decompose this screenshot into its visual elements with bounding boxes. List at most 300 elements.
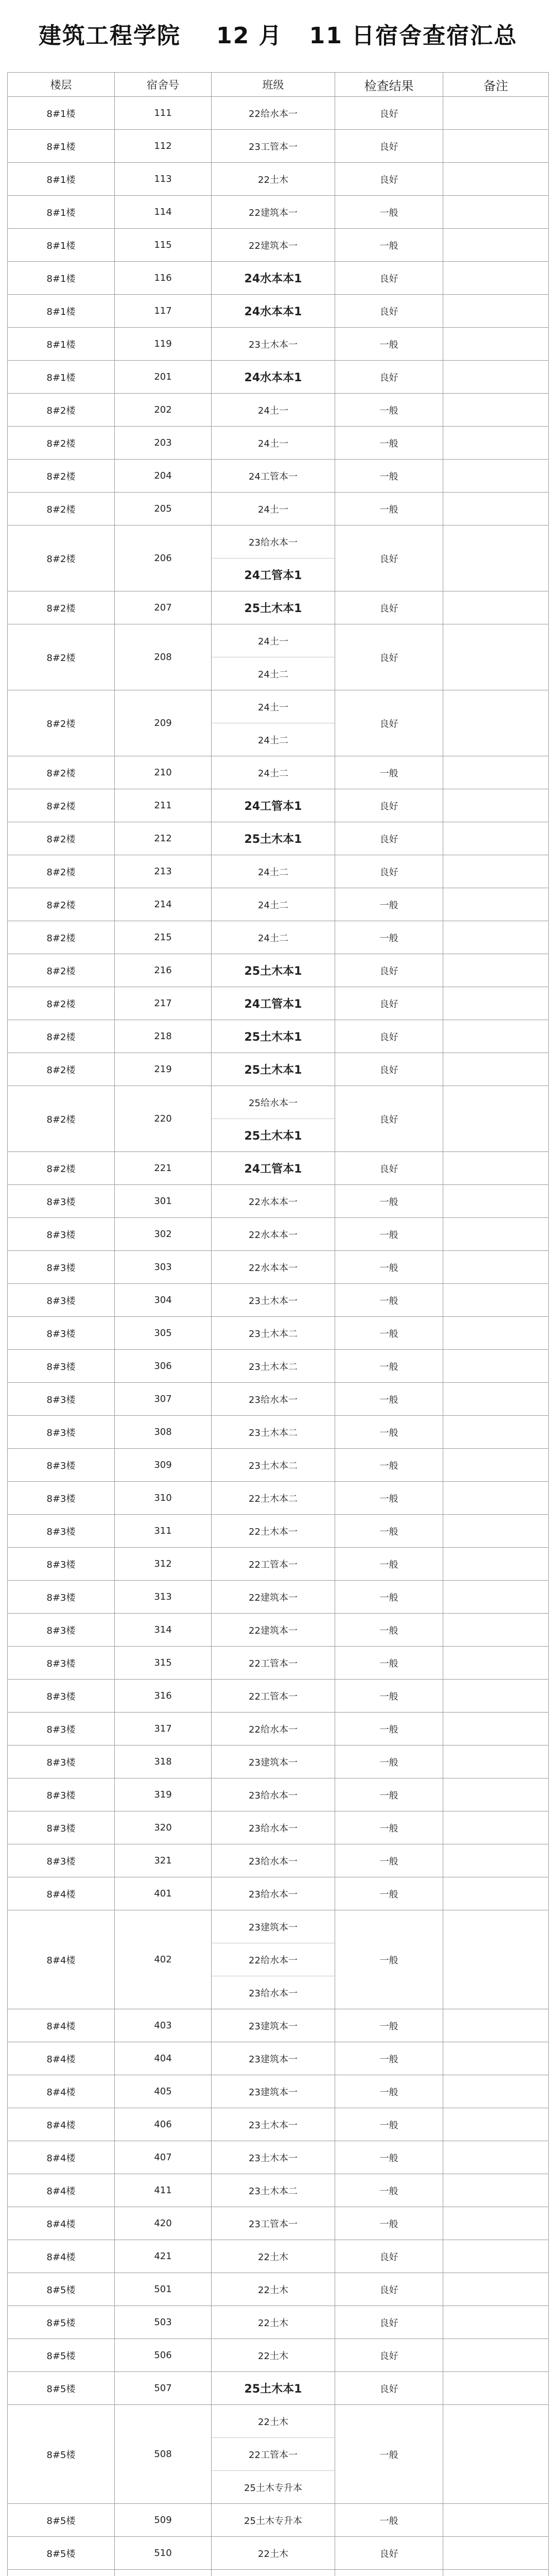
result-cell: 一般 (335, 1185, 443, 1217)
class-cell (212, 921, 335, 954)
class-name: 23土木本一 (249, 1295, 298, 1307)
header-remark: 备注 (443, 73, 549, 96)
table-row (8, 1910, 549, 2009)
result-cell: 一般 (335, 2141, 443, 2174)
table-row (8, 1745, 549, 1778)
room-cell: 214 (115, 888, 212, 921)
result-cell: 一般 (335, 1811, 443, 1844)
result-cell: 良好 (335, 526, 443, 591)
room-cell: 310 (115, 1482, 212, 1514)
class-name: 23土木本一 (249, 2153, 298, 2164)
floor-cell: 8#3楼 (8, 1778, 115, 1811)
result-cell: 良好 (335, 163, 443, 195)
floor-cell: 8#4楼 (8, 2174, 115, 2207)
remark-cell (443, 591, 549, 624)
result-cell: 良好 (335, 361, 443, 393)
remark-cell (443, 1020, 549, 1053)
class-name: 23土木本二 (249, 1460, 298, 1471)
class-name: 23给水本一 (212, 526, 335, 558)
class-name: 24土二 (258, 768, 288, 779)
table-row (8, 1053, 549, 1086)
remark-cell (443, 2570, 549, 2576)
class-name: 22水本本一 (249, 1196, 298, 1208)
class-cell (212, 1811, 335, 1844)
class-cell (212, 2306, 335, 2338)
table-row (8, 229, 549, 262)
floor-cell: 8#2楼 (8, 789, 115, 822)
class-name: 25土木本1 (244, 2383, 302, 2396)
class-cell (212, 1383, 335, 1415)
table-row (8, 1680, 549, 1713)
table-row (8, 1251, 549, 1284)
class-name: 22土木 (258, 174, 288, 185)
room-cell: 318 (115, 1745, 212, 1778)
class-name: 22给水本一 (249, 1724, 298, 1735)
room-cell: 508 (115, 2405, 212, 2503)
table-row (8, 2339, 549, 2372)
class-name: 23给水本一 (249, 1790, 298, 1801)
floor-cell: 8#4楼 (8, 1877, 115, 1910)
table-row (8, 493, 549, 526)
floor-cell: 8#1楼 (8, 262, 115, 294)
floor-cell: 8#2楼 (8, 460, 115, 492)
class-cell (212, 1844, 335, 1877)
class-name: 25土木本1 (244, 602, 302, 615)
class-name: 22土木 (212, 2405, 335, 2438)
room-cell: 202 (115, 394, 212, 426)
remark-cell (443, 361, 549, 393)
class-cell (212, 2108, 335, 2141)
remark-cell (443, 921, 549, 954)
remark-cell (443, 163, 549, 195)
table-row (8, 526, 549, 591)
room-cell: 219 (115, 1053, 212, 1086)
class-cell (212, 2042, 335, 2075)
floor-cell: 8#2楼 (8, 493, 115, 525)
floor-cell: 8#2楼 (8, 591, 115, 624)
remark-cell (443, 756, 549, 789)
remark-cell (443, 1185, 549, 1217)
remark-cell (443, 1811, 549, 1844)
table-row (8, 394, 549, 427)
room-cell: 420 (115, 2207, 212, 2240)
result-cell: 一般 (335, 1548, 443, 1580)
class-cell (212, 2240, 335, 2273)
remark-cell (443, 1383, 549, 1415)
table-row (8, 262, 549, 295)
table-row (8, 2537, 549, 2570)
room-cell: 319 (115, 1778, 212, 1811)
class-name: 23土木本一 (249, 339, 298, 350)
floor-cell: 8#5楼 (8, 2273, 115, 2306)
class-name: 22工管本一 (249, 1658, 298, 1669)
result-cell: 良好 (335, 295, 443, 327)
result-cell: 一般 (335, 196, 443, 228)
result-cell: 一般 (335, 427, 443, 459)
class-name: 23给水本一 (249, 1394, 298, 1405)
remark-cell (443, 1548, 549, 1580)
result-cell: 一般 (335, 1844, 443, 1877)
remark-cell (443, 2273, 549, 2306)
result-cell: 良好 (335, 591, 443, 624)
class-name: 24土二 (258, 735, 288, 746)
floor-cell: 8#2楼 (8, 690, 115, 756)
class-cell (212, 1910, 335, 2009)
result-cell: 一般 (335, 2504, 443, 2536)
room-cell: 206 (115, 526, 212, 591)
floor-cell: 8#3楼 (8, 1416, 115, 1448)
class-cell (212, 361, 335, 393)
remark-cell (443, 262, 549, 294)
result-cell: 良好 (335, 1152, 443, 1184)
room-cell: 306 (115, 1350, 212, 1382)
floor-cell: 8#4楼 (8, 2207, 115, 2240)
result-cell: 一般 (335, 1449, 443, 1481)
remark-cell (443, 1515, 549, 1547)
class-cell (212, 1515, 335, 1547)
class-cell (212, 1778, 335, 1811)
class-name: 22土木 (258, 2548, 288, 2560)
floor-cell: 8#2楼 (8, 1020, 115, 1053)
table-row (8, 1877, 549, 1910)
result-cell: 一般 (335, 1745, 443, 1778)
result-cell: 一般 (335, 2108, 443, 2141)
room-cell: 203 (115, 427, 212, 459)
remark-cell (443, 690, 549, 756)
room-cell: 501 (115, 2273, 212, 2306)
class-cell (212, 1647, 335, 1679)
room-cell: 509 (115, 2504, 212, 2536)
table-header (8, 73, 549, 97)
table-row (8, 2372, 549, 2405)
class-name: 24土一 (258, 504, 288, 515)
room-cell: 503 (115, 2306, 212, 2338)
class-name: 22工管本一 (249, 1559, 298, 1570)
class-cell (212, 295, 335, 327)
class-name: 25土木本1 (244, 1064, 302, 1077)
result-cell: 一般 (335, 493, 443, 525)
result-cell: 良好 (335, 2240, 443, 2273)
room-cell: 209 (115, 690, 212, 756)
class-name: 23给水本一 (249, 1889, 298, 1900)
remark-cell (443, 2306, 549, 2338)
class-cell (212, 97, 335, 129)
result-cell: 良好 (335, 822, 443, 855)
class-name: 22建筑本一 (249, 240, 298, 251)
class-name: 22建筑本一 (249, 207, 298, 218)
class-cell (212, 328, 335, 360)
remark-cell (443, 2372, 549, 2404)
remark-cell (443, 1317, 549, 1349)
table-row (8, 1284, 549, 1317)
class-name: 24土一 (212, 624, 335, 657)
table-row (8, 196, 549, 229)
class-cell (212, 1482, 335, 1514)
class-cell (212, 2075, 335, 2108)
header-room: 宿舍号 (115, 73, 212, 96)
class-cell (212, 229, 335, 261)
page-title: 建筑工程学院 12 月 11 日宿舍查宿汇总 (38, 23, 518, 49)
result-cell (335, 2570, 443, 2576)
remark-cell (443, 1647, 549, 1679)
floor-cell: 8#3楼 (8, 1745, 115, 1778)
remark-cell (443, 624, 549, 690)
class-name: 25土木专升本 (244, 2482, 302, 2494)
floor-cell: 8#3楼 (8, 1548, 115, 1580)
room-cell: 307 (115, 1383, 212, 1415)
result-cell: 一般 (335, 1877, 443, 1910)
floor-cell: 8#2楼 (8, 855, 115, 888)
remark-cell (443, 2339, 549, 2371)
room-cell: 405 (115, 2075, 212, 2108)
result-cell: 一般 (335, 2042, 443, 2075)
table-row (8, 1482, 549, 1515)
room-cell: 220 (115, 1086, 212, 1151)
remark-cell (443, 1614, 549, 1646)
remark-cell (443, 1251, 549, 1283)
remark-cell (443, 2075, 549, 2108)
class-cell (212, 624, 335, 690)
class-name: 24土二 (258, 933, 288, 944)
floor-cell: 8#4楼 (8, 2141, 115, 2174)
result-cell: 一般 (335, 1778, 443, 1811)
remark-cell (443, 1910, 549, 2009)
result-cell: 一般 (335, 2405, 443, 2503)
result-cell: 一般 (335, 921, 443, 954)
class-cell (212, 2009, 335, 2042)
class-cell (212, 196, 335, 228)
class-cell (212, 855, 335, 888)
class-cell (212, 1877, 335, 1910)
floor-cell: 8#1楼 (8, 295, 115, 327)
room-cell: 411 (115, 2174, 212, 2207)
remark-cell (443, 328, 549, 360)
class-name: 24土一 (258, 405, 288, 416)
class-name: 22给水本一 (212, 1943, 335, 1976)
class-cell (212, 2570, 335, 2576)
result-cell: 良好 (335, 1020, 443, 1053)
class-cell (212, 1284, 335, 1316)
table-row (8, 2273, 549, 2306)
header-class: 班级 (212, 73, 335, 96)
room-cell: 311 (115, 1515, 212, 1547)
room-cell: 421 (115, 2240, 212, 2273)
room-cell: 401 (115, 1877, 212, 1910)
room-cell: 205 (115, 493, 212, 525)
class-cell (212, 1548, 335, 1580)
class-name: 23土木本二 (249, 1427, 298, 1438)
class-name: 22土木 (258, 2284, 288, 2296)
remark-cell (443, 394, 549, 426)
table-row (8, 789, 549, 822)
room-cell: 117 (115, 295, 212, 327)
class-name: 25给水本一 (212, 1086, 335, 1119)
result-cell: 良好 (335, 2306, 443, 2338)
class-cell (212, 2141, 335, 2174)
floor-cell: 8#4楼 (8, 2042, 115, 2075)
class-name: 24水本本1 (244, 371, 302, 384)
result-cell: 一般 (335, 1910, 443, 2009)
floor-cell: 8#3楼 (8, 1383, 115, 1415)
room-cell: 112 (115, 130, 212, 162)
room-cell: 301 (115, 1185, 212, 1217)
floor-cell: 8#2楼 (8, 1086, 115, 1151)
floor-cell: 8#2楼 (8, 394, 115, 426)
class-name: 22土木 (258, 2317, 288, 2329)
remark-cell (443, 427, 549, 459)
class-name: 23给水本一 (249, 1856, 298, 1867)
remark-cell (443, 1482, 549, 1514)
room-cell: 113 (115, 163, 212, 195)
floor-cell: 8#3楼 (8, 1515, 115, 1547)
floor-cell: 8#1楼 (8, 229, 115, 261)
remark-cell (443, 789, 549, 822)
table-row (8, 1317, 549, 1350)
class-name: 24土二 (258, 867, 288, 878)
class-name: 22工管本一 (249, 1691, 298, 1702)
room-cell (115, 2570, 212, 2576)
class-name: 25土木本1 (244, 833, 302, 846)
class-cell (212, 2405, 335, 2503)
table-row (8, 855, 549, 888)
table-row (8, 1778, 549, 1811)
class-cell (212, 591, 335, 624)
class-cell (212, 756, 335, 789)
remark-cell (443, 822, 549, 855)
remark-cell (443, 1086, 549, 1151)
class-cell (212, 1745, 335, 1778)
room-cell: 320 (115, 1811, 212, 1844)
room-cell: 211 (115, 789, 212, 822)
room-cell: 403 (115, 2009, 212, 2042)
result-cell: 一般 (335, 2174, 443, 2207)
class-name: 24水本本1 (244, 306, 302, 318)
header-floor: 楼层 (8, 73, 115, 96)
table-row (8, 1218, 549, 1251)
remark-cell (443, 526, 549, 591)
result-cell: 良好 (335, 2273, 443, 2306)
remark-cell (443, 2174, 549, 2207)
table-row (8, 2240, 549, 2273)
floor-cell: 8#3楼 (8, 1218, 115, 1250)
remark-cell (443, 1877, 549, 1910)
class-name: 22土木本一 (249, 1526, 298, 1537)
class-name: 23土木本二 (249, 2185, 298, 2197)
class-name: 22水本本一 (249, 1262, 298, 1274)
floor-cell: 8#3楼 (8, 1713, 115, 1745)
room-cell: 119 (115, 328, 212, 360)
floor-cell: 8#3楼 (8, 1350, 115, 1382)
remark-cell (443, 97, 549, 129)
floor-cell: 8#5楼 (8, 2306, 115, 2338)
class-name: 23土木本二 (249, 1328, 298, 1340)
class-name: 24土一 (258, 438, 288, 449)
class-cell (212, 2504, 335, 2536)
room-cell: 212 (115, 822, 212, 855)
floor-cell: 8#2楼 (8, 888, 115, 921)
class-cell (212, 1680, 335, 1712)
room-cell: 312 (115, 1548, 212, 1580)
room-cell: 309 (115, 1449, 212, 1481)
room-cell: 315 (115, 1647, 212, 1679)
remark-cell (443, 1680, 549, 1712)
class-cell (212, 1053, 335, 1086)
class-name: 23工管本一 (249, 2218, 298, 2230)
class-name: 24工管本1 (244, 569, 302, 582)
class-cell (212, 2273, 335, 2306)
floor-cell: 8#2楼 (8, 526, 115, 591)
remark-cell (443, 2141, 549, 2174)
class-cell (212, 394, 335, 426)
remark-cell (443, 1416, 549, 1448)
room-cell: 305 (115, 1317, 212, 1349)
room-cell: 215 (115, 921, 212, 954)
result-cell: 良好 (335, 1053, 443, 1086)
remark-cell (443, 1284, 549, 1316)
table-row (8, 2405, 549, 2504)
room-cell: 221 (115, 1152, 212, 1184)
result-cell: 一般 (335, 1383, 443, 1415)
result-cell: 一般 (335, 2207, 443, 2240)
floor-cell: 8#3楼 (8, 1482, 115, 1514)
table-row (8, 1811, 549, 1844)
floor-cell: 8#3楼 (8, 1581, 115, 1613)
class-name: 22土木 (258, 2251, 288, 2263)
remark-cell (443, 855, 549, 888)
class-cell (212, 987, 335, 1020)
class-cell (212, 954, 335, 987)
room-cell: 114 (115, 196, 212, 228)
result-cell: 良好 (335, 97, 443, 129)
table-row (8, 1844, 549, 1877)
table-row (8, 460, 549, 493)
floor-cell: 8#2楼 (8, 1152, 115, 1184)
room-cell: 217 (115, 987, 212, 1020)
result-cell: 一般 (335, 1350, 443, 1382)
class-cell (212, 1713, 335, 1745)
floor-cell: 8#2楼 (8, 954, 115, 987)
room-cell: 304 (115, 1284, 212, 1316)
class-name: 24工管本一 (249, 471, 298, 482)
header-result: 检查结果 (335, 73, 443, 96)
result-cell: 一般 (335, 2075, 443, 2108)
remark-cell (443, 1778, 549, 1811)
class-name: 23建筑本一 (249, 2054, 298, 2065)
result-cell: 一般 (335, 328, 443, 360)
table-row (8, 690, 549, 756)
class-name: 25土木专升本 (244, 2515, 302, 2527)
table-row (8, 822, 549, 855)
result-cell: 良好 (335, 1086, 443, 1151)
class-cell (212, 1152, 335, 1184)
result-cell: 一般 (335, 1713, 443, 1745)
table-row (8, 1020, 549, 1053)
class-name: 22工管本一 (212, 2438, 335, 2471)
room-cell: 313 (115, 1581, 212, 1613)
remark-cell (443, 2009, 549, 2042)
class-name (212, 2570, 335, 2576)
room-cell: 321 (115, 1844, 212, 1877)
floor-cell: 8#2楼 (8, 1053, 115, 1086)
class-name: 23给水本一 (249, 1988, 298, 1999)
remark-cell (443, 2240, 549, 2273)
room-cell: 303 (115, 1251, 212, 1283)
result-cell: 一般 (335, 1581, 443, 1613)
class-cell (212, 1317, 335, 1349)
table-row (8, 2504, 549, 2537)
class-name: 23建筑本一 (249, 1757, 298, 1768)
floor-cell: 8#3楼 (8, 1317, 115, 1349)
